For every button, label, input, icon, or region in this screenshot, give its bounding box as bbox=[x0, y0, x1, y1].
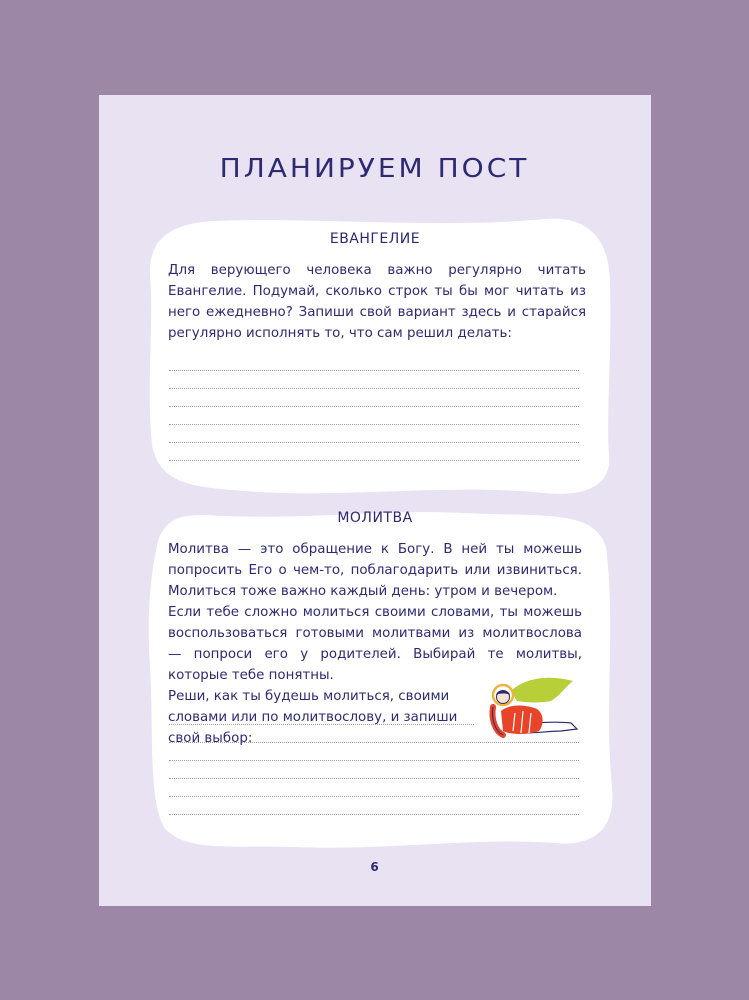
writing-line[interactable] bbox=[169, 371, 579, 389]
writing-line[interactable] bbox=[169, 707, 474, 725]
workbook-page bbox=[99, 95, 651, 906]
page-number: 6 bbox=[370, 860, 379, 874]
writing-line[interactable] bbox=[169, 389, 579, 407]
prayer-paragraph: Реши, как ты будешь молиться, своими словами или по молитвослову, и запиши свой выбор: bbox=[168, 689, 458, 746]
writing-line[interactable] bbox=[169, 407, 579, 425]
writing-line[interactable] bbox=[169, 797, 579, 815]
prayer-paragraph: Если тебе сложно молиться своими словами, ты можешь воспользоваться готовыми молитвами из молитвослова — попроси его у родителей. Выбирай те молитвы, которые тебе понятны. bbox=[168, 605, 582, 683]
writing-line[interactable] bbox=[169, 725, 579, 743]
writing-line[interactable] bbox=[169, 779, 579, 797]
gospel-text: Для верующего человека важно регулярно читать Евангелие. Подумай, сколько строк ты бы мог читать из него ежедневно? Запиши свой вариант здесь и старайся регулярно исполнять то, что сам решил делать: bbox=[168, 263, 586, 341]
prayer-heading: МОЛИТВА bbox=[337, 510, 413, 526]
page-title: ПЛАНИРУЕМ ПОСТ bbox=[219, 153, 530, 184]
writing-line[interactable] bbox=[169, 425, 579, 443]
prayer-paragraph: Молитва — это обращение к Богу. В ней ты можешь попросить Его о чем-то, поблагодарить или извиниться. Молиться тоже важно каждый день: утром и вечером. bbox=[168, 542, 582, 599]
gospel-writing-lines[interactable] bbox=[169, 353, 579, 461]
gospel-heading: ЕВАНГЕЛИЕ bbox=[329, 231, 421, 247]
prayer-writing-lines[interactable] bbox=[169, 707, 579, 815]
writing-line[interactable] bbox=[169, 443, 579, 461]
writing-line[interactable] bbox=[169, 761, 579, 779]
writing-line[interactable] bbox=[169, 353, 579, 371]
writing-line[interactable] bbox=[169, 743, 579, 761]
